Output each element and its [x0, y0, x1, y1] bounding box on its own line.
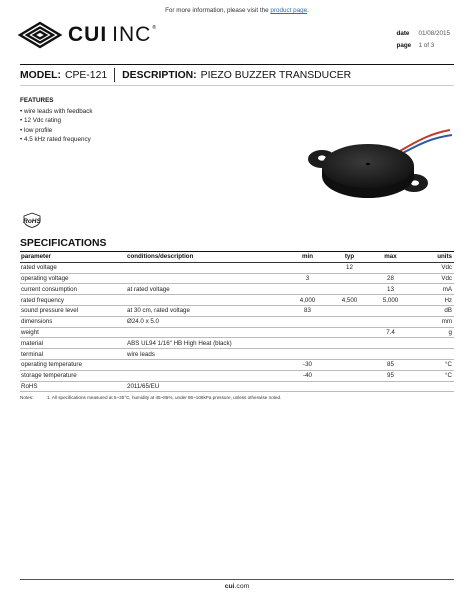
cell-max — [370, 381, 411, 392]
cell-min: 4,000 — [286, 295, 329, 306]
header-typ: typ — [329, 252, 370, 263]
cell-min — [286, 338, 329, 349]
cell-typ — [329, 305, 370, 316]
cell-conditions — [126, 262, 286, 273]
feature-item: • wire leads with feedback — [20, 108, 93, 115]
footer-website-link[interactable] — [225, 583, 250, 590]
cell-conditions — [126, 370, 286, 381]
date-label: date — [396, 30, 410, 37]
table-row — [20, 262, 454, 273]
table-row — [20, 284, 454, 295]
cell-units: dB — [411, 305, 454, 316]
table-row — [20, 359, 454, 370]
logo-cui-text: CUI — [68, 23, 108, 46]
cell-typ — [329, 316, 370, 327]
model-label: MODEL: — [20, 69, 61, 81]
cell-parameter: sound pressure level — [20, 305, 126, 316]
cell-max — [370, 305, 411, 316]
cell-conditions — [126, 359, 286, 370]
date-value: 01/08/2015 — [418, 30, 450, 37]
table-row — [20, 305, 454, 316]
table-row — [20, 316, 454, 327]
piezo-buzzer-product-image — [306, 112, 454, 207]
cell-parameter: rated frequency — [20, 295, 126, 306]
header-units: units — [411, 252, 454, 263]
cell-min: -40 — [286, 370, 329, 381]
logo-registered-mark: ® — [152, 25, 158, 31]
cell-max — [370, 338, 411, 349]
cell-units: Vdc — [411, 273, 454, 284]
header-conditions: conditions/description — [126, 252, 286, 263]
cell-typ: 4,500 — [329, 295, 370, 306]
model-value: CPE-121 — [64, 69, 108, 81]
rohs-mark-text: RoHS — [23, 218, 41, 225]
top-info-note — [0, 7, 474, 14]
features-section — [20, 97, 93, 145]
feature-item: • 4.5 kHz rated frequency — [20, 136, 91, 144]
cell-min — [286, 327, 329, 338]
document-meta — [396, 28, 450, 52]
footer-cui-text: cui — [224, 583, 235, 590]
notes-text: 1. All specifications measured at 5~35°C, humidity at 45~85%, under 86~106kPa pressure, unless otherwise noted. — [47, 395, 282, 400]
header-min: min — [286, 252, 329, 263]
cell-max: 95 — [370, 370, 411, 381]
cell-typ — [329, 284, 370, 295]
cell-units — [411, 338, 454, 349]
cell-conditions: Ø24.0 x 5.0 — [126, 316, 286, 327]
specifications-table — [20, 251, 454, 392]
rohs-compliance-icon — [20, 212, 44, 228]
cell-min: 83 — [286, 305, 329, 316]
feature-item: • 12 Vdc rating — [20, 117, 62, 125]
table-row — [20, 273, 454, 284]
cell-parameter: weight — [20, 327, 126, 338]
description-value: PIEZO BUZZER TRANSDUCER — [200, 69, 352, 81]
feature-item: • low profile — [20, 126, 53, 134]
logo-mark-icon — [18, 20, 62, 50]
table-row — [20, 327, 454, 338]
cell-conditions: ABS UL94 1/16" HB High Heat (black) — [126, 338, 286, 349]
cell-max — [370, 349, 411, 360]
footer — [0, 583, 474, 590]
cell-parameter: current consumption — [20, 284, 126, 295]
cell-min — [286, 381, 329, 392]
cell-typ — [329, 338, 370, 349]
cell-min — [286, 284, 329, 295]
cell-parameter: rated voltage — [20, 262, 126, 273]
cell-conditions — [126, 273, 286, 284]
cell-parameter: operating voltage — [20, 273, 126, 284]
cell-typ — [329, 381, 370, 392]
cell-units: g — [411, 327, 454, 338]
title-divider — [114, 68, 115, 82]
cell-typ — [329, 327, 370, 338]
cell-max: 13 — [370, 284, 411, 295]
cell-conditions — [126, 327, 286, 338]
cell-typ — [329, 370, 370, 381]
cell-units: mm — [411, 316, 454, 327]
specifications-heading: SPECIFICATIONS — [20, 238, 107, 249]
cell-units — [411, 349, 454, 360]
cell-units: Vdc — [411, 262, 454, 273]
cell-min — [286, 349, 329, 360]
table-header-row — [20, 252, 454, 263]
logo-inc-text: INC — [112, 23, 152, 46]
cell-parameter: material — [20, 338, 126, 349]
cell-units: °C — [411, 359, 454, 370]
cell-typ — [329, 273, 370, 284]
cell-conditions: 2011/65/EU — [126, 381, 286, 392]
cell-parameter: dimensions — [20, 316, 126, 327]
cell-min: 3 — [286, 273, 329, 284]
cell-parameter: operating temperature — [20, 359, 126, 370]
cell-conditions: wire leads — [126, 349, 286, 360]
company-logo — [18, 20, 157, 50]
cell-typ — [329, 349, 370, 360]
table-row — [20, 349, 454, 360]
cell-max: 5,000 — [370, 295, 411, 306]
notes-label: Notes: — [20, 395, 34, 400]
table-row — [20, 370, 454, 381]
page-label: page — [396, 42, 412, 49]
cell-typ — [329, 359, 370, 370]
header-parameter: parameter — [20, 252, 126, 263]
cell-units: Hz — [411, 295, 454, 306]
top-note-end: . — [307, 7, 309, 14]
cell-max: 28 — [370, 273, 411, 284]
notes-section — [20, 395, 281, 400]
description-label: DESCRIPTION: — [122, 69, 197, 81]
table-row — [20, 338, 454, 349]
cell-conditions — [126, 295, 286, 306]
cell-units — [411, 381, 454, 392]
cell-typ: 12 — [329, 262, 370, 273]
footer-divider — [20, 579, 454, 580]
cell-units: mA — [411, 284, 454, 295]
cell-max — [370, 316, 411, 327]
cell-parameter: terminal — [20, 349, 126, 360]
cell-units: °C — [411, 370, 454, 381]
table-row — [20, 295, 454, 306]
page-value: 1 of 3 — [418, 42, 435, 49]
cell-conditions: at rated voltage — [126, 284, 286, 295]
cell-conditions: at 30 cm, rated voltage — [126, 305, 286, 316]
cell-parameter: RoHS — [20, 381, 126, 392]
cell-max — [370, 262, 411, 273]
features-heading: FEATURES — [20, 97, 54, 104]
title-bar — [20, 64, 454, 86]
cell-min — [286, 316, 329, 327]
table-row — [20, 381, 454, 392]
cell-max: 7.4 — [370, 327, 411, 338]
cell-min: -30 — [286, 359, 329, 370]
cell-max: 85 — [370, 359, 411, 370]
header-max: max — [370, 252, 411, 263]
features-list — [20, 107, 93, 145]
footer-domain-text: .com — [234, 583, 250, 590]
top-note-text: For more information, please visit the — [165, 7, 269, 14]
cell-min — [286, 262, 329, 273]
cell-parameter: storage temperature — [20, 370, 126, 381]
product-page-link[interactable]: product page — [270, 7, 308, 14]
